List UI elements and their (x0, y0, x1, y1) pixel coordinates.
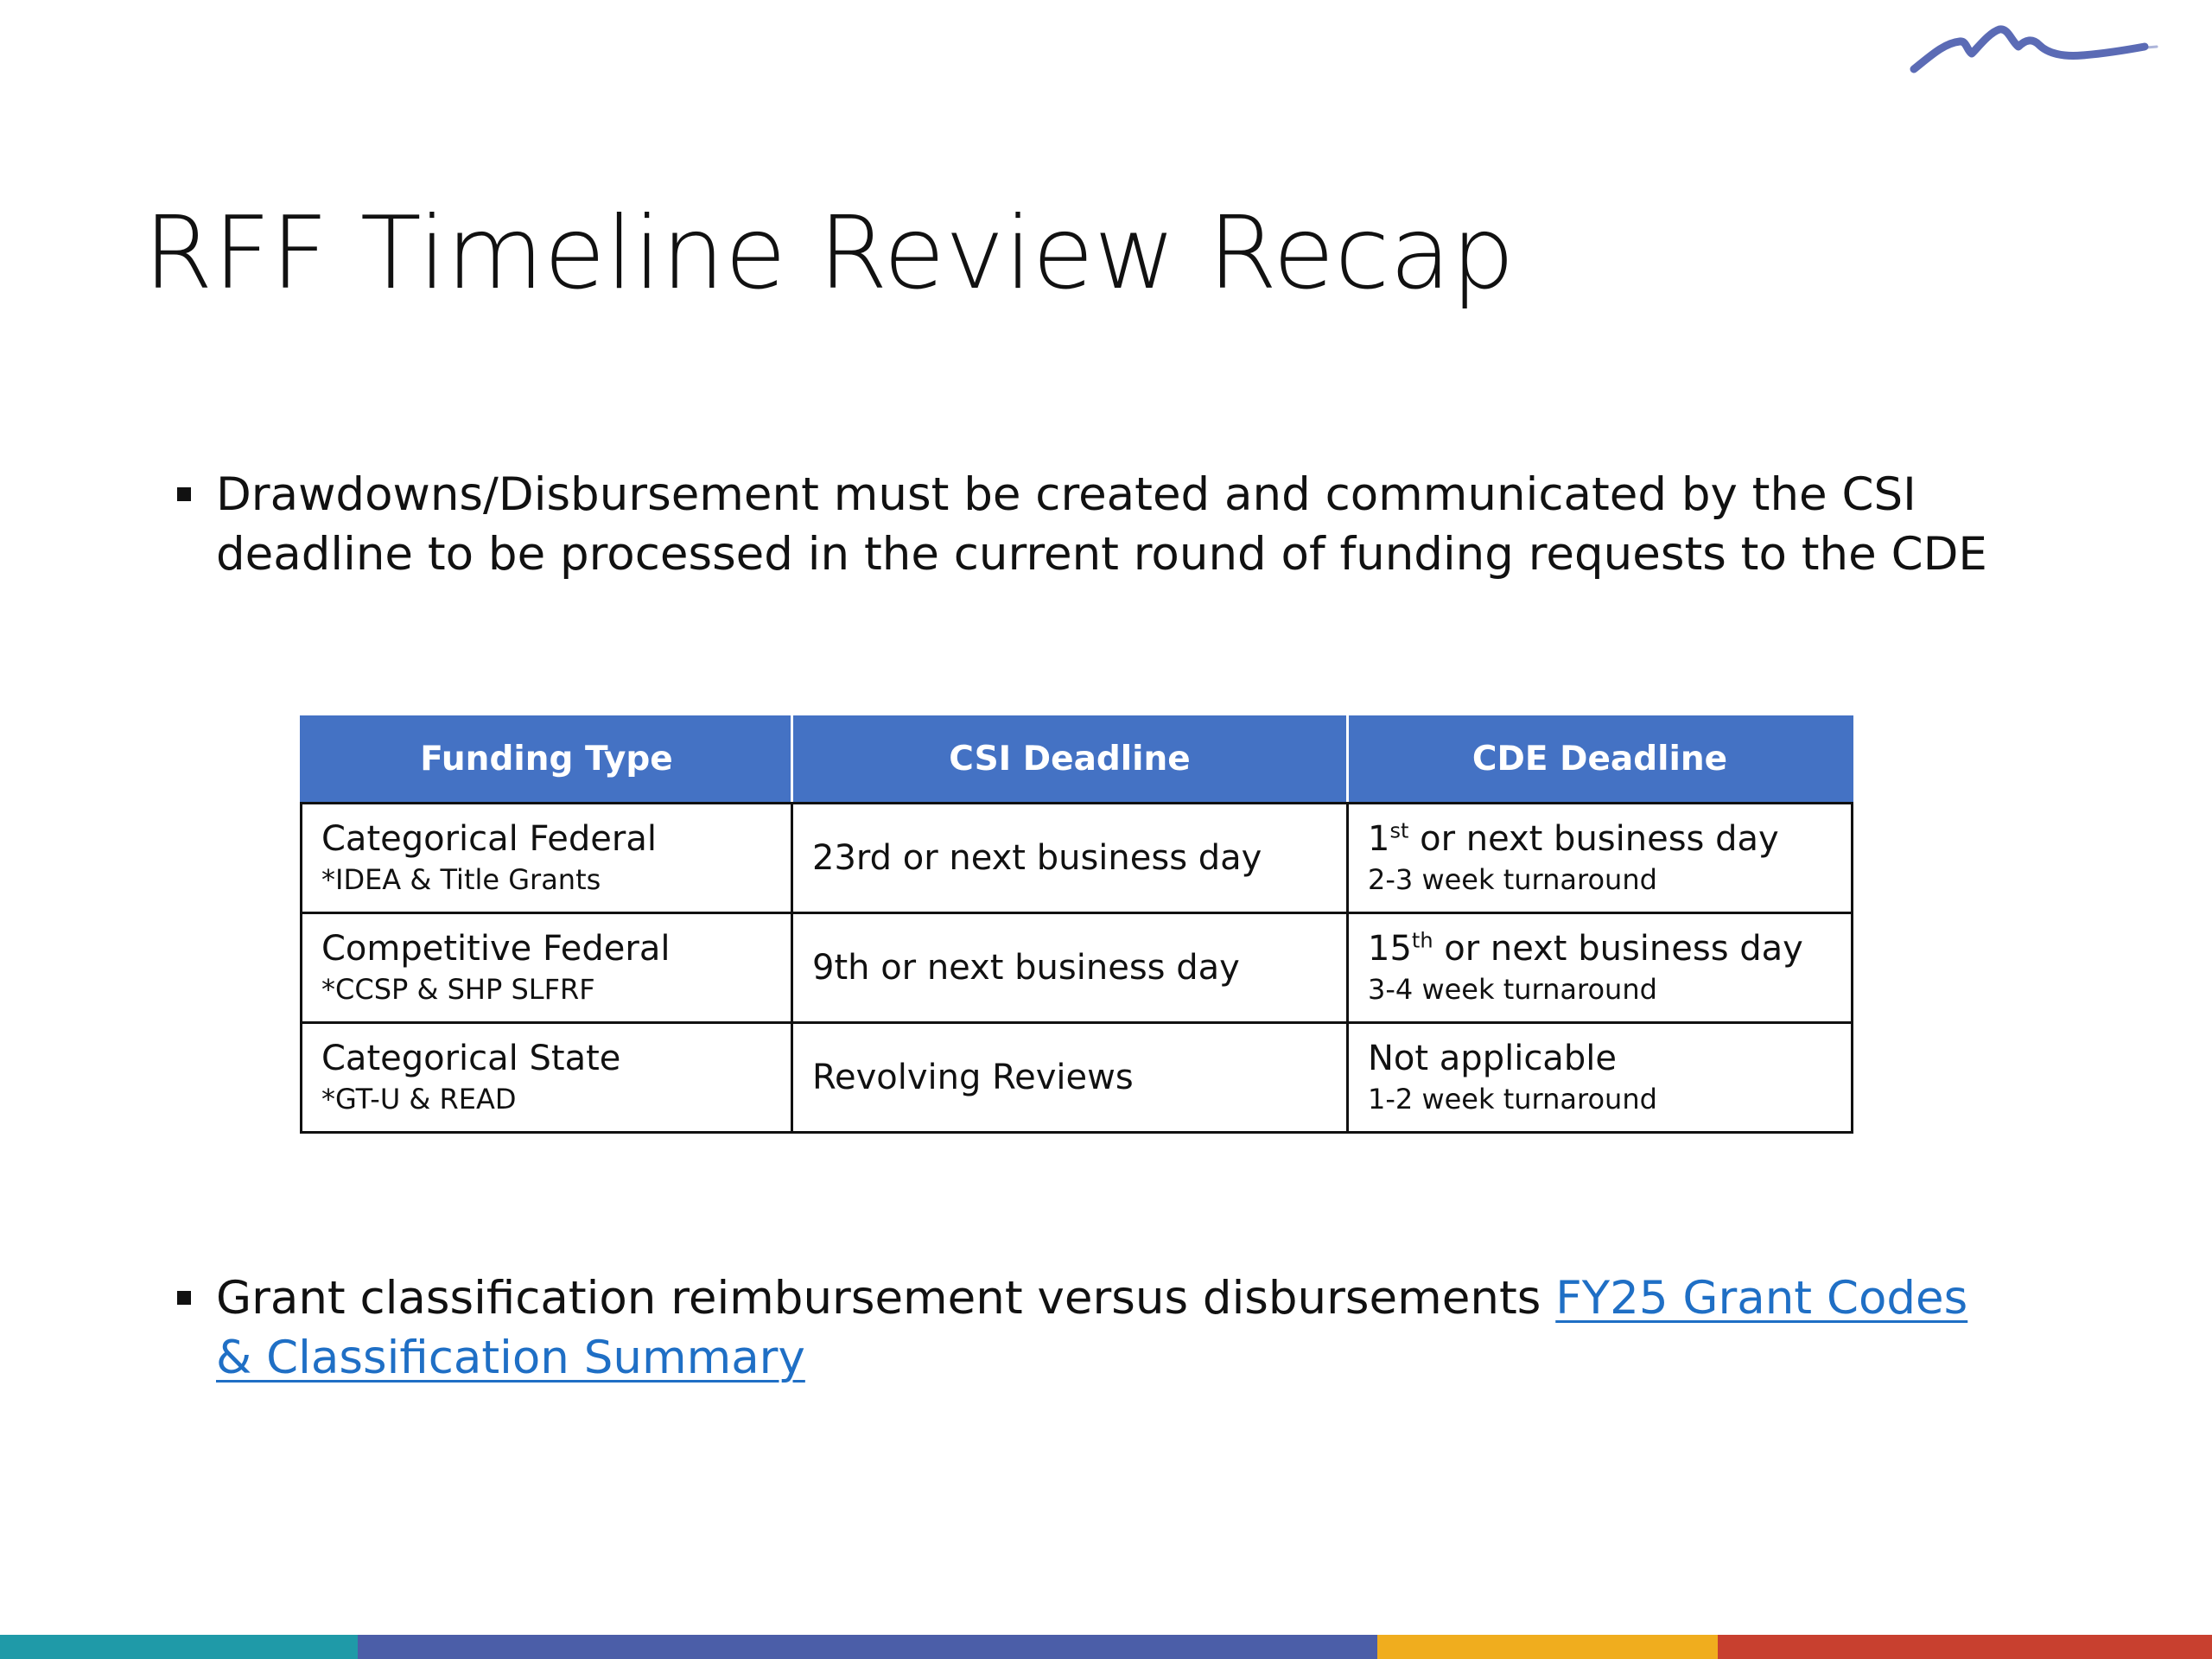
funding-type-cell (302, 1023, 792, 1133)
funding-type: Categorical State (321, 1039, 621, 1078)
cde-day-suffix: th (1411, 928, 1433, 953)
funding-deadline-table (300, 715, 1853, 1134)
cde-deadline (1368, 817, 1832, 861)
bullet-drawdowns (177, 465, 1992, 584)
bullet-grant-classification (177, 1268, 1992, 1388)
footer-stripe-red (1718, 1635, 2212, 1659)
cde-turnaround: 3-4 week turnaround (1368, 973, 1657, 1006)
funding-type-cell (302, 804, 792, 913)
bullet-lead-text: Grant classification reimbursement versus disbursements (216, 1272, 1556, 1325)
funding-note: *GT-U & READ (321, 1083, 517, 1116)
csi-deadline-cell (792, 913, 1348, 1023)
table-row (302, 804, 1853, 913)
cde-deadline-cell (1348, 1023, 1853, 1133)
cde-turnaround: 2-3 week turnaround (1368, 863, 1657, 896)
funding-type: Categorical Federal (321, 819, 657, 859)
funding-note: *CCSP & SHP SLFRF (321, 973, 595, 1006)
table-row (302, 1023, 1853, 1133)
funding-note: *IDEA & Title Grants (321, 863, 601, 896)
funding-type: Competitive Federal (321, 929, 671, 969)
header-cde-deadline: CDE Deadline (1348, 715, 1853, 804)
csi-deadline: Revolving Reviews (812, 1058, 1134, 1097)
csi-deadline-cell (792, 1023, 1348, 1133)
cde-turnaround: 1-2 week turnaround (1368, 1083, 1657, 1116)
cde-deadline-cell (1348, 913, 1853, 1023)
cde-day-suffix: st (1389, 818, 1409, 843)
bullet-text: Drawdowns/Disbursement must be created and communicated by the CSI deadline to be processed in the current round of funding requests to the CDE (216, 468, 1987, 581)
table-row (302, 913, 1853, 1023)
cde-day: 1 (1368, 819, 1390, 859)
bullet-text (216, 1268, 1992, 1388)
mountain-logo-icon (1910, 21, 2160, 81)
csi-deadline: 23rd or next business day (812, 838, 1262, 878)
cde-rest: or next business day (1433, 929, 1803, 969)
grant-codes-link[interactable]: FY25 Grant Codes & Classification Summary (216, 1272, 1968, 1384)
cde-rest: or next business day (1408, 819, 1779, 859)
footer-stripe-teal (0, 1635, 358, 1659)
cde-deadline (1368, 927, 1832, 970)
cde-deadline-cell (1348, 804, 1853, 913)
footer-stripe-gold (1377, 1635, 1718, 1659)
table-header-row (302, 715, 1853, 804)
bullet-marker (177, 487, 191, 501)
cde-day: Not applicable (1368, 1039, 1617, 1078)
cde-day: 15 (1368, 929, 1412, 969)
page-title: RFF Timeline Review Recap (143, 195, 1516, 312)
bullet-marker (177, 1291, 191, 1305)
csi-deadline: 9th or next business day (812, 948, 1240, 988)
csi-deadline-cell (792, 804, 1348, 913)
cde-deadline (1368, 1037, 1832, 1080)
footer-stripe-blue (358, 1635, 1377, 1659)
header-csi-deadline: CSI Deadline (792, 715, 1348, 804)
header-funding-type: Funding Type (302, 715, 792, 804)
funding-type-cell (302, 913, 792, 1023)
